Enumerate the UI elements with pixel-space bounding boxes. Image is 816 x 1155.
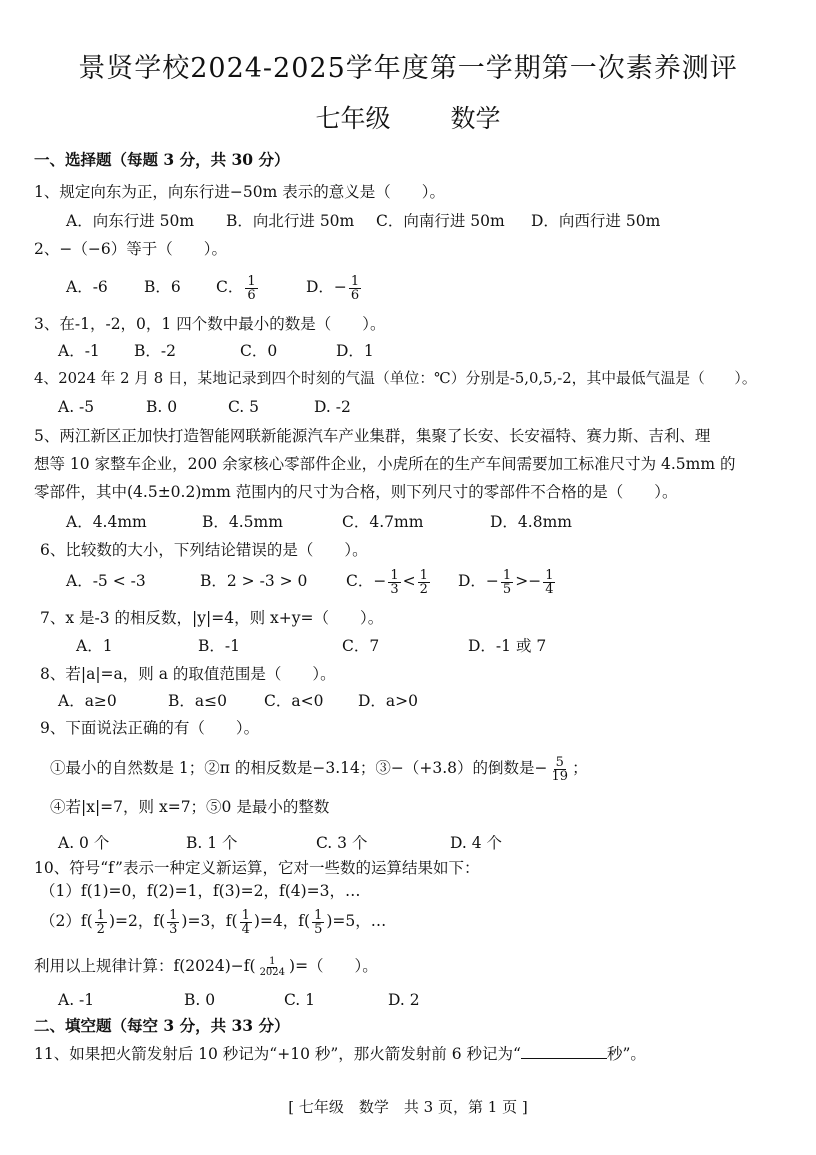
question-2-options xyxy=(66,272,363,302)
option-a: A．向东行进 50m xyxy=(66,212,195,230)
option-a: A．4.4mm xyxy=(66,513,147,531)
question-5-line-3: 零部件，其中(4.5±0.2)mm 范围内的尺寸为合格，则下列尺寸的零部件不合格的是（ ）。 xyxy=(34,483,678,501)
option-b: B. 0 xyxy=(184,991,216,1009)
question-5-line-2: 想等 10 家整车企业，200 余家核心零部件企业，小虎所在的生产车间需要加工标准尺寸为 4.5mm 的 xyxy=(34,455,736,473)
fraction: $\frac{1}{3}$ xyxy=(390,567,399,597)
option-c: C．7 xyxy=(342,637,380,655)
question-10-row-2: （2）f( $\frac{1}{2}$ )=2，f( $\frac{1}{3}$ )=3，f( $\frac{1}{4}$ )=4，f( $\frac{1}{5}$ )=5，… xyxy=(40,907,387,937)
question-9-stem: 9、下面说法正确的有（ ）。 xyxy=(40,719,260,737)
option-d: D. 4 个 xyxy=(450,834,503,852)
fraction: $\frac{1}{4}$ xyxy=(545,567,554,597)
option-b: B．-1 xyxy=(198,637,240,655)
fraction: $\frac{1}{6}$ xyxy=(350,273,360,303)
fraction: $\frac{1}{4}$ xyxy=(241,907,250,937)
option-b: B．a≤0 xyxy=(168,692,227,710)
option-a: A. -5 xyxy=(58,398,95,416)
question-10-stem: 10、符号“f”表示一种定义新运算，它对一些数的运算结果如下： xyxy=(34,859,480,877)
question-10-calc: 利用以上规律计算：f(2024)−f( $\frac{1}{2024}$ )=（ ）。 xyxy=(34,955,378,978)
option-b: B. 0 xyxy=(146,398,178,416)
option-c: C. 1 xyxy=(284,991,316,1009)
option-c: C．向南行进 50m xyxy=(376,212,505,230)
option-d: D．− $\frac{1}{5}$ >− $\frac{1}{4}$ xyxy=(458,567,554,597)
option-c: C．− $\frac{1}{3}$ < $\frac{1}{2}$ xyxy=(346,567,428,597)
fraction: $\frac{1}{6}$ xyxy=(247,273,256,303)
section-heading-fill: 二、填空题（每空 3 分，共 33 分） xyxy=(34,1016,290,1035)
question-10-options xyxy=(58,990,420,1010)
option-b: B．4.5mm xyxy=(202,513,283,531)
question-3-options xyxy=(58,341,374,361)
question-6-stem: 6、比较数的大小，下列结论错误的是（ ）。 xyxy=(40,541,368,559)
question-8-options xyxy=(58,691,418,711)
option-a: A．-5 < -3 xyxy=(66,572,146,590)
exam-title: 景贤学校2024-2025学年度第一学期第一次素养测评 xyxy=(78,53,738,84)
option-a: A. 0 个 xyxy=(58,834,110,852)
option-d: D．-1 或 7 xyxy=(468,637,547,655)
answer-blank[interactable] xyxy=(521,1044,607,1059)
fraction: $\frac{5}{19}$ xyxy=(551,754,569,784)
option-a: A．1 xyxy=(76,637,113,655)
fraction: $\frac{1}{2024}$ xyxy=(259,955,286,978)
option-d: D．向西行进 50m xyxy=(531,212,661,230)
option-d: D．1 xyxy=(336,342,374,360)
question-6-options xyxy=(66,566,557,596)
question-10-row-1: （1）f(1)=0，f(2)=1，f(3)=2，f(4)=3，… xyxy=(40,882,361,900)
section-heading-choice: 一、选择题（每题 3 分，共 30 分） xyxy=(34,150,290,169)
question-8-stem: 8、若|a|=a，则 a 的取值范围是（ ）。 xyxy=(40,665,336,683)
question-3-stem: 3、在-1，-2，0，1 四个数中最小的数是（ ）。 xyxy=(34,315,386,333)
question-4-stem: 4、2024 年 2 月 8 日，某地记录到四个时刻的气温（单位：℃）分别是-5,0,5,-2，其中最低气温是（ ）。 xyxy=(34,370,757,387)
fraction: $\frac{1}{2}$ xyxy=(96,907,105,937)
option-d: D．a>0 xyxy=(358,692,419,710)
grade-label: 七年级 xyxy=(315,104,391,133)
option-a: A．-6 xyxy=(66,278,108,296)
option-d: D．− $\frac{1}{6}$ xyxy=(306,273,360,303)
option-c: C. 5 xyxy=(228,398,260,416)
option-c: C．a<0 xyxy=(264,692,324,710)
exam-subtitle xyxy=(0,99,816,135)
option-c: C．4.7mm xyxy=(342,513,424,531)
option-a: A．a≥0 xyxy=(58,692,117,710)
page-footer: [ 七年级 数学 共 3 页，第 1 页 ] xyxy=(288,1098,528,1116)
question-5-line-1: 5、两江新区正加快打造智能网联新能源汽车产业集群，集聚了长安、长安福特、赛力斯、吉利、理 xyxy=(34,427,711,445)
question-9-statements-2: ④若|x|=7，则 x=7；⑤0 是最小的整数 xyxy=(50,798,330,816)
option-b: B．向北行进 50m xyxy=(226,212,355,230)
fraction: $\frac{1}{2}$ xyxy=(419,567,428,597)
option-d: D．4.8mm xyxy=(490,513,572,531)
question-7-options xyxy=(76,636,546,656)
question-1-options xyxy=(66,211,660,231)
question-2-stem: 2、−（−6）等于（ ）。 xyxy=(34,240,227,258)
question-5-options xyxy=(66,512,572,532)
option-a: A．-1 xyxy=(58,342,100,360)
fraction: $\frac{1}{5}$ xyxy=(314,907,323,937)
option-c: C． $\frac{1}{6}$ xyxy=(216,273,256,303)
option-b: B．6 xyxy=(144,278,181,296)
question-9-statements-1: ①最小的自然数是 1；②π 的相反数是−3.14；③−（+3.8）的倒数是− $\frac{5}{19}$ ； xyxy=(50,754,588,784)
option-c: C. 3 个 xyxy=(316,834,368,852)
question-4-options xyxy=(58,397,351,417)
fraction: $\frac{1}{5}$ xyxy=(502,567,512,597)
option-d: D. -2 xyxy=(314,398,351,416)
option-b: B. 1 个 xyxy=(186,834,238,852)
option-b: B．2 > -3 > 0 xyxy=(200,572,308,590)
option-d: D. 2 xyxy=(388,991,420,1009)
option-c: C．0 xyxy=(240,342,278,360)
option-b: B．-2 xyxy=(134,342,176,360)
fraction: $\frac{1}{3}$ xyxy=(169,907,178,937)
question-9-options xyxy=(58,833,502,853)
question-1-stem: 1、规定向东为正，向东行进−50m 表示的意义是（ ）。 xyxy=(34,183,445,201)
option-a: A. -1 xyxy=(58,991,95,1009)
question-7-stem: 7、x 是-3 的相反数，|y|=4，则 x+y=（ ）。 xyxy=(40,609,384,627)
question-11: 11、如果把火箭发射后 10 秒记为“+10 秒”，那火箭发射前 6 秒记为“ 秒”。 xyxy=(34,1045,646,1063)
subject-label: 数学 xyxy=(450,104,501,133)
